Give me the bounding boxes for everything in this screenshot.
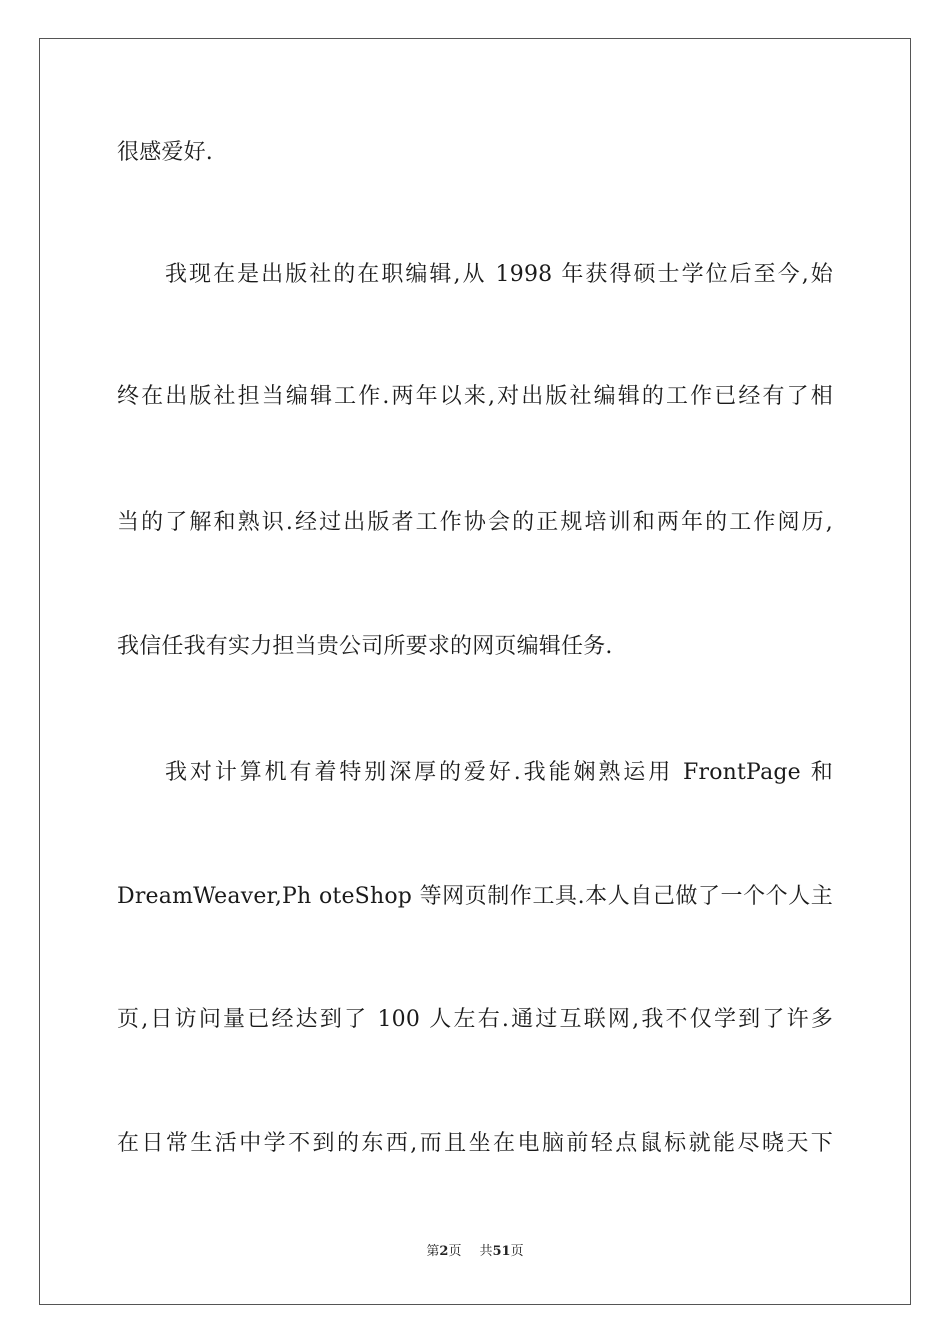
text-line-7: DreamWeaver,Ph oteShop 等网页制作工具.本人自己做了一个个人主 (117, 884, 833, 909)
text-line-5: 我信任我有实力担当贵公司所要求的网页编辑任务. (117, 634, 613, 659)
text-line-1: 很感爱好. (117, 140, 213, 165)
page-label-prefix: 第 (426, 1244, 440, 1259)
total-label-suffix: 页 (510, 1244, 524, 1259)
current-page-number: 2 (439, 1244, 449, 1259)
total-label-prefix: 共 (479, 1244, 493, 1259)
total-pages-number: 51 (492, 1244, 511, 1259)
text-line-2: 我现在是出版社的在职编辑,从 1998 年获得硕士学位后至今,始 (165, 262, 833, 287)
text-line-6: 我对计算机有着特别深厚的爱好.我能娴熟运用 FrontPage 和 (165, 760, 833, 785)
page-footer (0, 1243, 950, 1261)
text-line-8: 页,日访问量已经达到了 100 人左右.通过互联网,我不仅学到了许多 (117, 1007, 833, 1032)
page-border (39, 38, 911, 1305)
text-line-3: 终在出版社担当编辑工作.两年以来,对出版社编辑的工作已经有了相 (117, 384, 833, 409)
page-label-suffix: 页 (448, 1244, 462, 1259)
text-line-9: 在日常生活中学不到的东西,而且坐在电脑前轻点鼠标就能尽晓天下 (117, 1131, 833, 1156)
text-line-4: 当的了解和熟识.经过出版者工作协会的正规培训和两年的工作阅历, (117, 510, 833, 535)
